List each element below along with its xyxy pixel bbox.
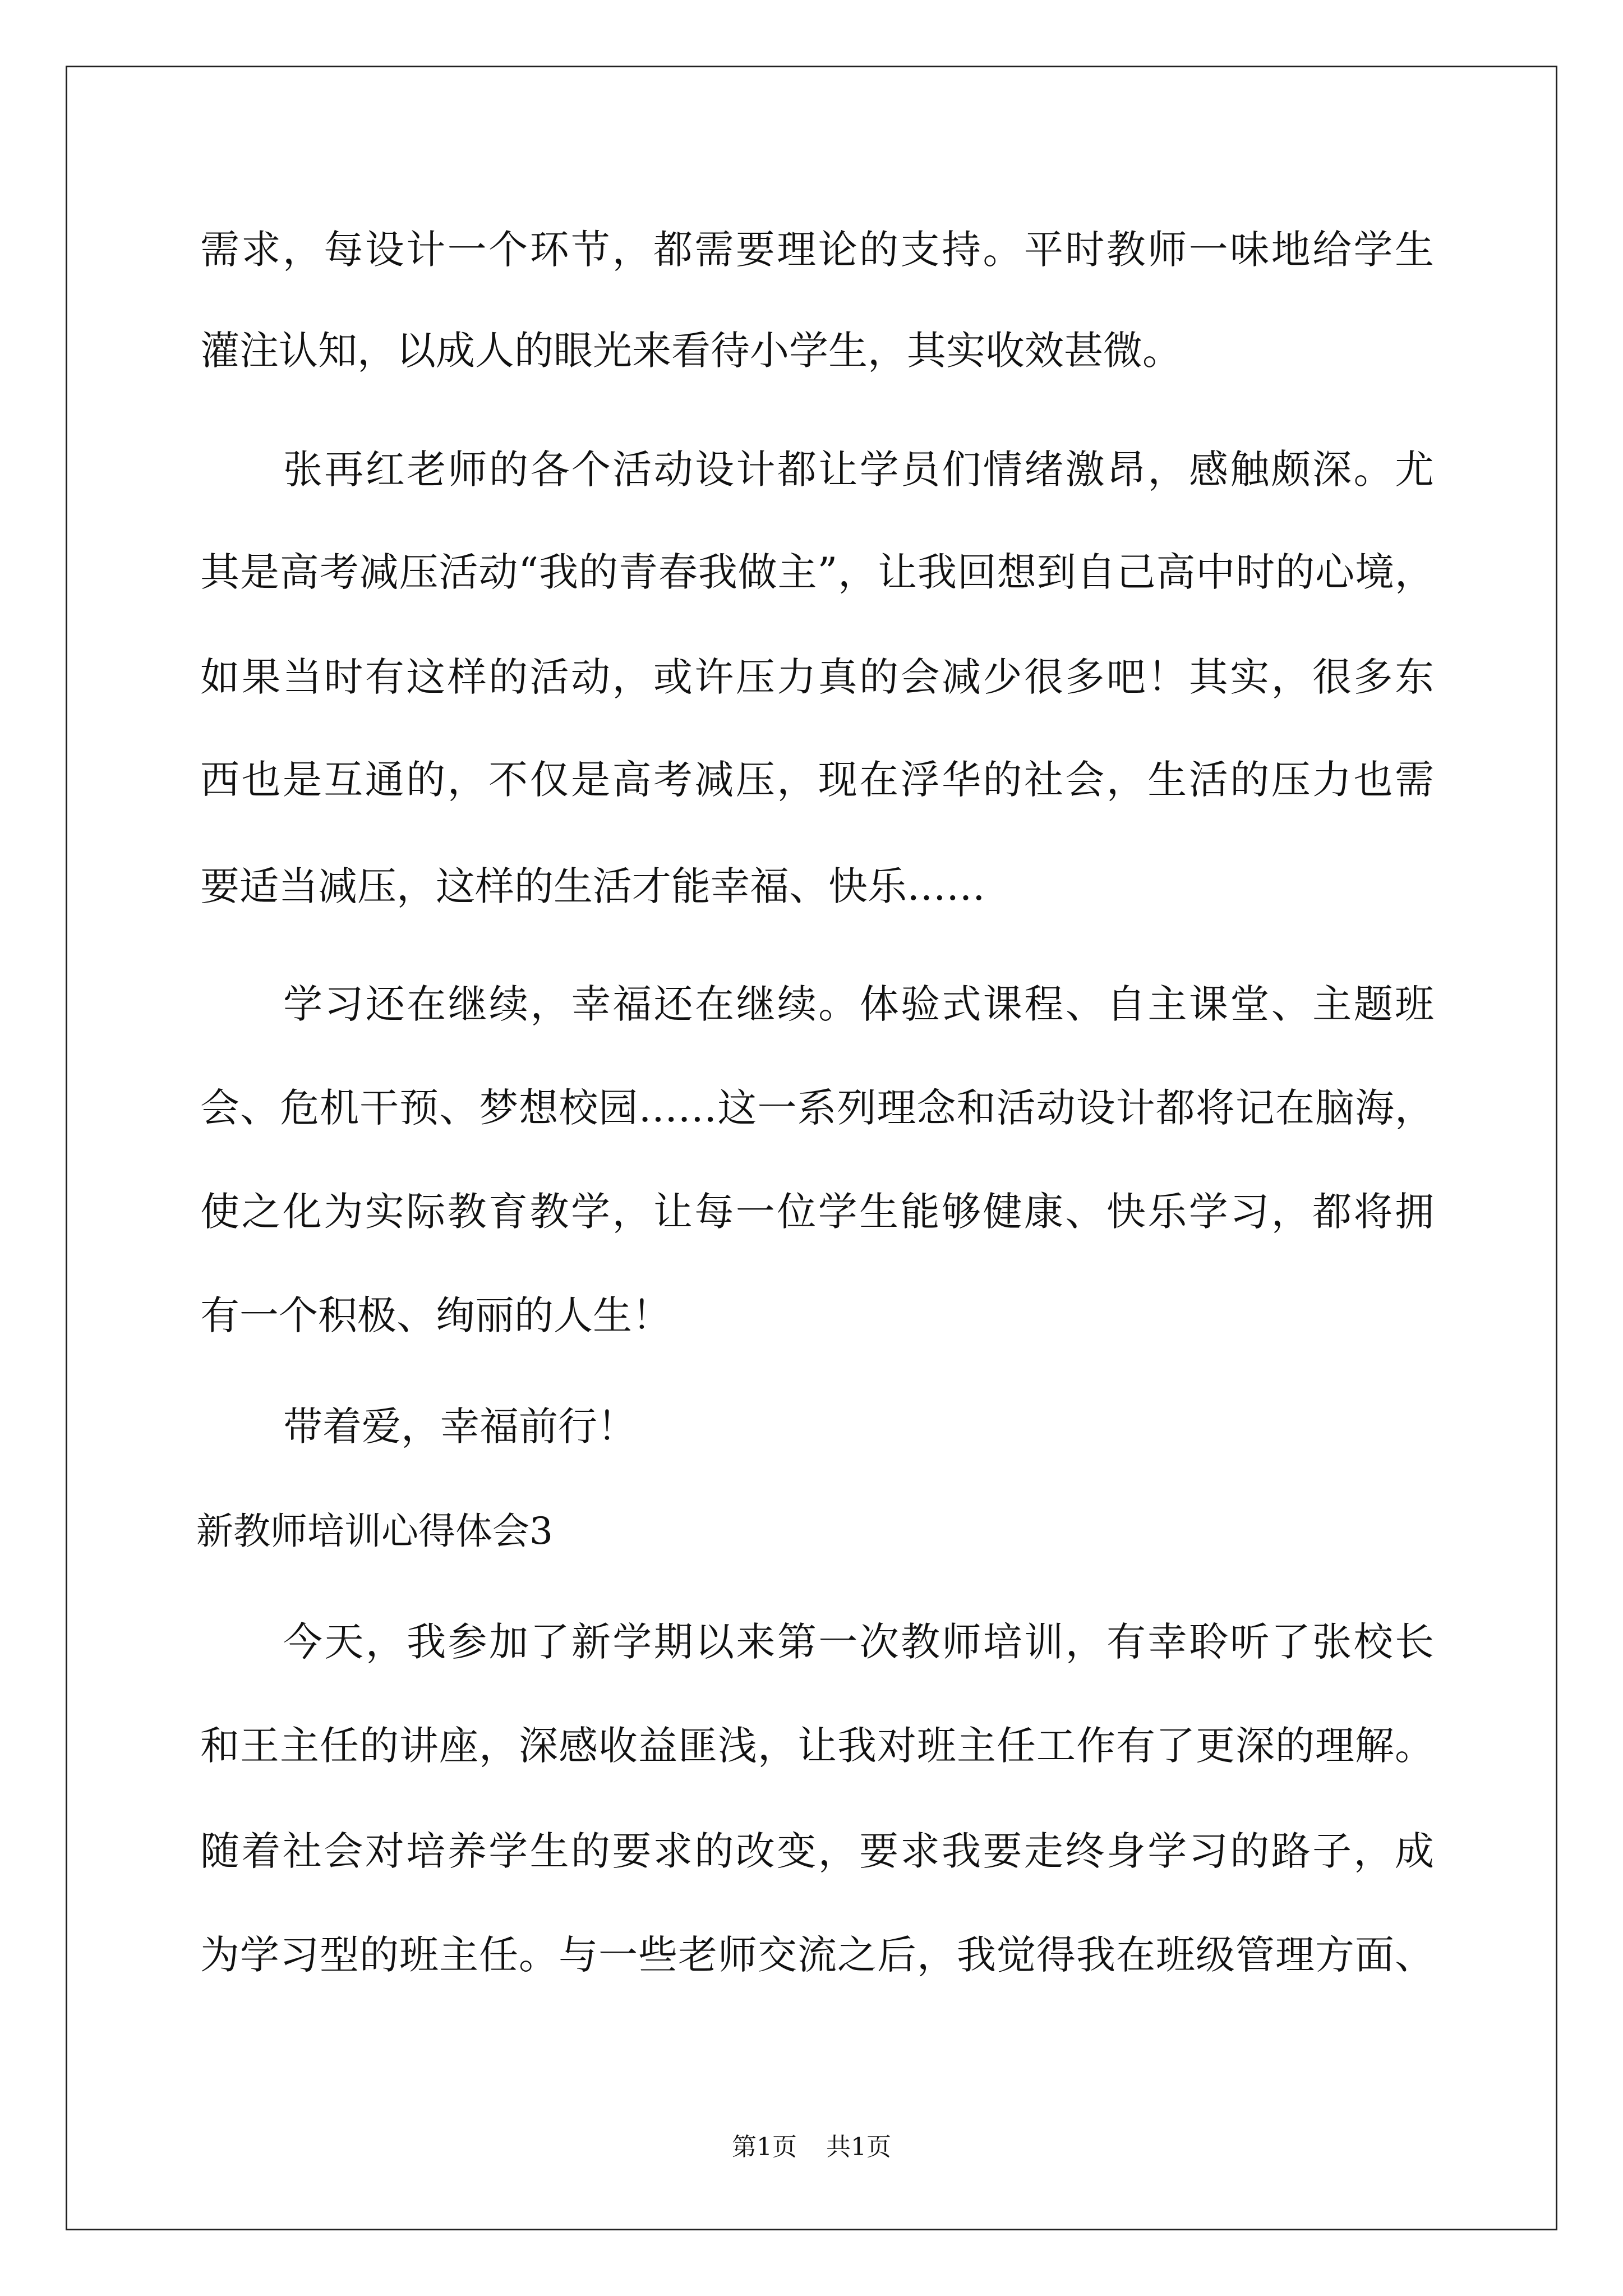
text-line: 和王主任的讲座，深感收益匪浅，让我对班主任工作有了更深的理解。: [200, 1723, 1434, 1769]
total-pages: 共1页: [826, 2133, 891, 2161]
text-line: 今天，我参加了新学期以来第一次教师培训，有幸聆听了张校长: [283, 1619, 1434, 1665]
page-footer: [0, 2135, 1623, 2160]
text-line: 灌注认知，以成人的眼光来看待小学生，其实收效甚微。: [200, 328, 1182, 374]
text-line: 要适当减压，这样的生活才能幸福、快乐……: [200, 863, 985, 909]
section-heading: 新教师培训心得体会3: [196, 1510, 553, 1553]
text-line: 如果当时有这样的活动，或许压力真的会减少很多吧！其实，很多东: [200, 654, 1434, 700]
text-line: 为学习型的班主任。与一些老师交流之后，我觉得我在班级管理方面、: [200, 1932, 1434, 1978]
page-number: 第1页: [732, 2133, 797, 2161]
page-frame: [66, 66, 1557, 2230]
text-line: 需求，每设计一个环节，都需要理论的支持。平时教师一味地给学生: [200, 227, 1434, 273]
text-line: 会、危机干预、梦想校园……这一系列理念和活动设计都将记在脑海，: [200, 1085, 1434, 1131]
text-line: 学习还在继续，幸福还在继续。体验式课程、自主课堂、主题班: [283, 981, 1434, 1027]
text-line: 其是高考减压活动“我的青春我做主”，让我回想到自己高中时的心境，: [200, 549, 1434, 595]
text-line: 带着爱，幸福前行！: [283, 1404, 637, 1450]
text-line: 使之化为实际教育教学，让每一位学生能够健康、快乐学习，都将拥: [200, 1189, 1434, 1235]
text-line: 西也是互通的，不仅是高考减压，现在浮华的社会，生活的压力也需: [200, 757, 1434, 803]
text-line: 有一个积极、绚丽的人生！: [200, 1292, 671, 1338]
text-line: 随着社会对培养学生的要求的改变，要求我要走终身学习的路子，成: [200, 1828, 1434, 1874]
text-line: 张再红老师的各个活动设计都让学员们情绪激昂，感触颇深。尤: [283, 447, 1434, 493]
